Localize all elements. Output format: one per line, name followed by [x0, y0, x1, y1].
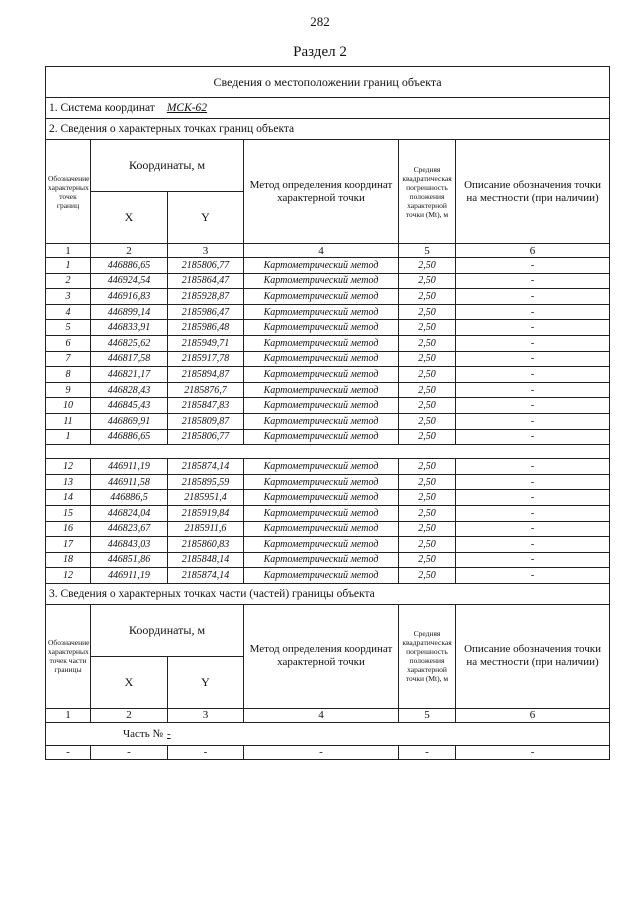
- y-coord-cell: 2185864,47: [168, 273, 244, 289]
- accuracy-cell: 2,50: [399, 413, 456, 429]
- accuracy-cell: 2,50: [399, 335, 456, 351]
- header-x: X: [91, 192, 168, 244]
- table-row: [46, 490, 610, 506]
- accuracy-cell: 2,50: [399, 382, 456, 398]
- description-cell: -: [456, 413, 610, 429]
- header-x: X: [91, 656, 168, 708]
- description-cell: -: [456, 289, 610, 305]
- x-coord-cell: 446823,67: [91, 521, 168, 537]
- header-coords: Координаты, м: [91, 604, 244, 656]
- x-coord-cell: 446821,17: [91, 367, 168, 383]
- table-row: [46, 429, 610, 445]
- y-coord-cell: 2185809,87: [168, 413, 244, 429]
- method-cell: Картометрический метод: [244, 304, 399, 320]
- header-accuracy: Средняя квадратическая погрешность положения характерной точки (Mt), м: [399, 604, 456, 708]
- table-row: [46, 289, 610, 305]
- spacer-row: [46, 445, 610, 459]
- y-coord-cell: 2185951,4: [168, 490, 244, 506]
- y-coord-cell: 2185806,77: [168, 429, 244, 445]
- table-row: [46, 521, 610, 537]
- method-cell: Картометрический метод: [244, 258, 399, 274]
- description-cell: -: [456, 459, 610, 475]
- section3-title: 3. Сведения о характерных точках части (частей) границы объекта: [46, 583, 610, 604]
- y-coord-cell: 2185894,87: [168, 367, 244, 383]
- accuracy-cell: 2,50: [399, 521, 456, 537]
- accuracy-cell: 2,50: [399, 398, 456, 414]
- col-number: 2: [91, 708, 168, 722]
- y-coord-cell: 2185848,14: [168, 552, 244, 568]
- x-coord-cell: 446916,83: [91, 289, 168, 305]
- section2-title: 2. Сведения о характерных точках границ объекта: [46, 119, 610, 140]
- empty-data-row: [46, 745, 610, 759]
- col-number: 1: [46, 708, 91, 722]
- y-coord-cell: 2185919,84: [168, 505, 244, 521]
- point-number-cell: 9: [46, 382, 91, 398]
- part-value: -: [166, 727, 171, 740]
- point-number-cell: 12: [46, 459, 91, 475]
- accuracy-cell: 2,50: [399, 474, 456, 490]
- x-coord-cell: 446843,03: [91, 537, 168, 553]
- accuracy-cell: 2,50: [399, 537, 456, 553]
- description-cell: -: [456, 258, 610, 274]
- contour-2-rows: [46, 459, 610, 584]
- col-number: 6: [456, 708, 610, 722]
- method-cell: Картометрический метод: [244, 320, 399, 336]
- method-cell: Картометрический метод: [244, 413, 399, 429]
- point-number-cell: 13: [46, 474, 91, 490]
- header-y: Y: [168, 192, 244, 244]
- method-cell: Картометрический метод: [244, 273, 399, 289]
- boundary-table: [45, 66, 610, 760]
- header-accuracy: Средняя квадратическая погрешность положения характерной точки (Mt), м: [399, 140, 456, 244]
- x-coord-cell: 446899,14: [91, 304, 168, 320]
- column-numbers-row: [46, 708, 610, 722]
- method-cell: Картометрический метод: [244, 398, 399, 414]
- point-number-cell: 14: [46, 490, 91, 506]
- y-coord-cell: 2185949,71: [168, 335, 244, 351]
- point-number-cell: 8: [46, 367, 91, 383]
- header-point-label: Обозначение характерных точек части границы: [46, 604, 91, 708]
- point-number-cell: 7: [46, 351, 91, 367]
- point-number-cell: 1: [46, 429, 91, 445]
- table-row: [46, 335, 610, 351]
- method-cell: Картометрический метод: [244, 351, 399, 367]
- table-row: [46, 459, 610, 475]
- accuracy-cell: 2,50: [399, 568, 456, 584]
- cell-dash: -: [46, 745, 91, 759]
- method-cell: Картометрический метод: [244, 429, 399, 445]
- x-coord-cell: 446911,19: [91, 568, 168, 584]
- y-coord-cell: 2185986,48: [168, 320, 244, 336]
- method-cell: Картометрический метод: [244, 474, 399, 490]
- header-coords: Координаты, м: [91, 140, 244, 192]
- column-numbers-row: [46, 244, 610, 258]
- coord-system-label: 1. Система координат: [49, 102, 155, 114]
- y-coord-cell: 2185928,87: [168, 289, 244, 305]
- point-number-cell: 4: [46, 304, 91, 320]
- y-coord-cell: 2185917,78: [168, 351, 244, 367]
- x-coord-cell: 446828,43: [91, 382, 168, 398]
- y-coord-cell: 2185874,14: [168, 568, 244, 584]
- cell-dash: -: [91, 745, 168, 759]
- method-cell: Картометрический метод: [244, 552, 399, 568]
- y-coord-cell: 2185860,83: [168, 537, 244, 553]
- method-cell: Картометрический метод: [244, 521, 399, 537]
- accuracy-cell: 2,50: [399, 258, 456, 274]
- cell-dash: -: [399, 745, 456, 759]
- method-cell: Картометрический метод: [244, 537, 399, 553]
- cell-dash: -: [244, 745, 399, 759]
- method-cell: Картометрический метод: [244, 367, 399, 383]
- point-number-cell: 18: [46, 552, 91, 568]
- description-cell: -: [456, 273, 610, 289]
- x-coord-cell: 446886,65: [91, 258, 168, 274]
- y-coord-cell: 2185874,14: [168, 459, 244, 475]
- accuracy-cell: 2,50: [399, 505, 456, 521]
- table-row: [46, 304, 610, 320]
- description-cell: -: [456, 398, 610, 414]
- x-coord-cell: 446817,58: [91, 351, 168, 367]
- description-cell: -: [456, 474, 610, 490]
- cell-dash: -: [168, 745, 244, 759]
- section-title: Раздел 2: [293, 44, 347, 60]
- y-coord-cell: 2185911,6: [168, 521, 244, 537]
- table-row: [46, 382, 610, 398]
- point-number-cell: 3: [46, 289, 91, 305]
- description-cell: -: [456, 382, 610, 398]
- x-coord-cell: 446886,65: [91, 429, 168, 445]
- accuracy-cell: 2,50: [399, 552, 456, 568]
- table-row: [46, 367, 610, 383]
- point-number-cell: 6: [46, 335, 91, 351]
- point-number-cell: 17: [46, 537, 91, 553]
- description-cell: -: [456, 490, 610, 506]
- x-coord-cell: 446911,58: [91, 474, 168, 490]
- x-coord-cell: 446845,43: [91, 398, 168, 414]
- accuracy-cell: 2,50: [399, 459, 456, 475]
- col-number: 1: [46, 244, 91, 258]
- accuracy-cell: 2,50: [399, 367, 456, 383]
- point-number-cell: 5: [46, 320, 91, 336]
- page-number: 282: [310, 14, 330, 29]
- accuracy-cell: 2,50: [399, 320, 456, 336]
- point-number-cell: 11: [46, 413, 91, 429]
- header-point-label: Обозначение характерных точек границ: [46, 140, 91, 244]
- table-row: [46, 552, 610, 568]
- accuracy-cell: 2,50: [399, 273, 456, 289]
- part-label: Часть №: [123, 727, 163, 740]
- description-cell: -: [456, 335, 610, 351]
- header-method: Метод определения координат характерной точки: [244, 604, 399, 708]
- accuracy-cell: 2,50: [399, 289, 456, 305]
- accuracy-cell: 2,50: [399, 304, 456, 320]
- method-cell: Картометрический метод: [244, 335, 399, 351]
- table-row: [46, 351, 610, 367]
- table-row: [46, 537, 610, 553]
- table-row: [46, 505, 610, 521]
- table-row: [46, 568, 610, 584]
- method-cell: Картометрический метод: [244, 505, 399, 521]
- table-row: [46, 320, 610, 336]
- x-coord-cell: 446824,04: [91, 505, 168, 521]
- table-row: [46, 273, 610, 289]
- description-cell: -: [456, 505, 610, 521]
- description-cell: -: [456, 304, 610, 320]
- header-method: Метод определения координат характерной точки: [244, 140, 399, 244]
- accuracy-cell: 2,50: [399, 429, 456, 445]
- x-coord-cell: 446886,5: [91, 490, 168, 506]
- y-coord-cell: 2185806,77: [168, 258, 244, 274]
- accuracy-cell: 2,50: [399, 490, 456, 506]
- y-coord-cell: 2185876,7: [168, 382, 244, 398]
- part-row: [46, 722, 610, 745]
- y-coord-cell: 2185895,59: [168, 474, 244, 490]
- description-cell: -: [456, 521, 610, 537]
- description-cell: -: [456, 367, 610, 383]
- point-number-cell: 10: [46, 398, 91, 414]
- table-row: [46, 258, 610, 274]
- contour-1-rows: [46, 258, 610, 445]
- col-number: 3: [168, 244, 244, 258]
- description-cell: -: [456, 429, 610, 445]
- y-coord-cell: 2185847,83: [168, 398, 244, 414]
- x-coord-cell: 446869,91: [91, 413, 168, 429]
- point-number-cell: 2: [46, 273, 91, 289]
- x-coord-cell: 446833,91: [91, 320, 168, 336]
- header-description: Описание обозначения точки на местности (при наличии): [456, 604, 610, 708]
- method-cell: Картометрический метод: [244, 459, 399, 475]
- table-row: [46, 398, 610, 414]
- accuracy-cell: 2,50: [399, 351, 456, 367]
- method-cell: Картометрический метод: [244, 568, 399, 584]
- method-cell: Картометрический метод: [244, 382, 399, 398]
- col-number: 3: [168, 708, 244, 722]
- x-coord-cell: 446911,19: [91, 459, 168, 475]
- description-cell: -: [456, 320, 610, 336]
- col-number: 4: [244, 244, 399, 258]
- col-number: 6: [456, 244, 610, 258]
- header-y: Y: [168, 656, 244, 708]
- header-description: Описание обозначения точки на местности (при наличии): [456, 140, 610, 244]
- part-cell: [46, 722, 610, 745]
- x-coord-cell: 446924,54: [91, 273, 168, 289]
- x-coord-cell: 446851,86: [91, 552, 168, 568]
- x-coord-cell: 446825,62: [91, 335, 168, 351]
- col-number: 5: [399, 244, 456, 258]
- coord-system-row: [46, 98, 610, 119]
- description-cell: -: [456, 537, 610, 553]
- method-cell: Картометрический метод: [244, 490, 399, 506]
- y-coord-cell: 2185986,47: [168, 304, 244, 320]
- description-cell: -: [456, 552, 610, 568]
- point-number-cell: 15: [46, 505, 91, 521]
- description-cell: -: [456, 568, 610, 584]
- col-number: 4: [244, 708, 399, 722]
- description-cell: -: [456, 351, 610, 367]
- table-row: [46, 413, 610, 429]
- point-number-cell: 12: [46, 568, 91, 584]
- point-number-cell: 1: [46, 258, 91, 274]
- spacer-cell: [46, 445, 610, 459]
- cell-dash: -: [456, 745, 610, 759]
- col-number: 5: [399, 708, 456, 722]
- coord-system-value: МСК-62: [166, 102, 208, 114]
- col-number: 2: [91, 244, 168, 258]
- method-cell: Картометрический метод: [244, 289, 399, 305]
- point-number-cell: 16: [46, 521, 91, 537]
- table-row: [46, 474, 610, 490]
- table-title: Сведения о местоположении границ объекта: [46, 67, 610, 98]
